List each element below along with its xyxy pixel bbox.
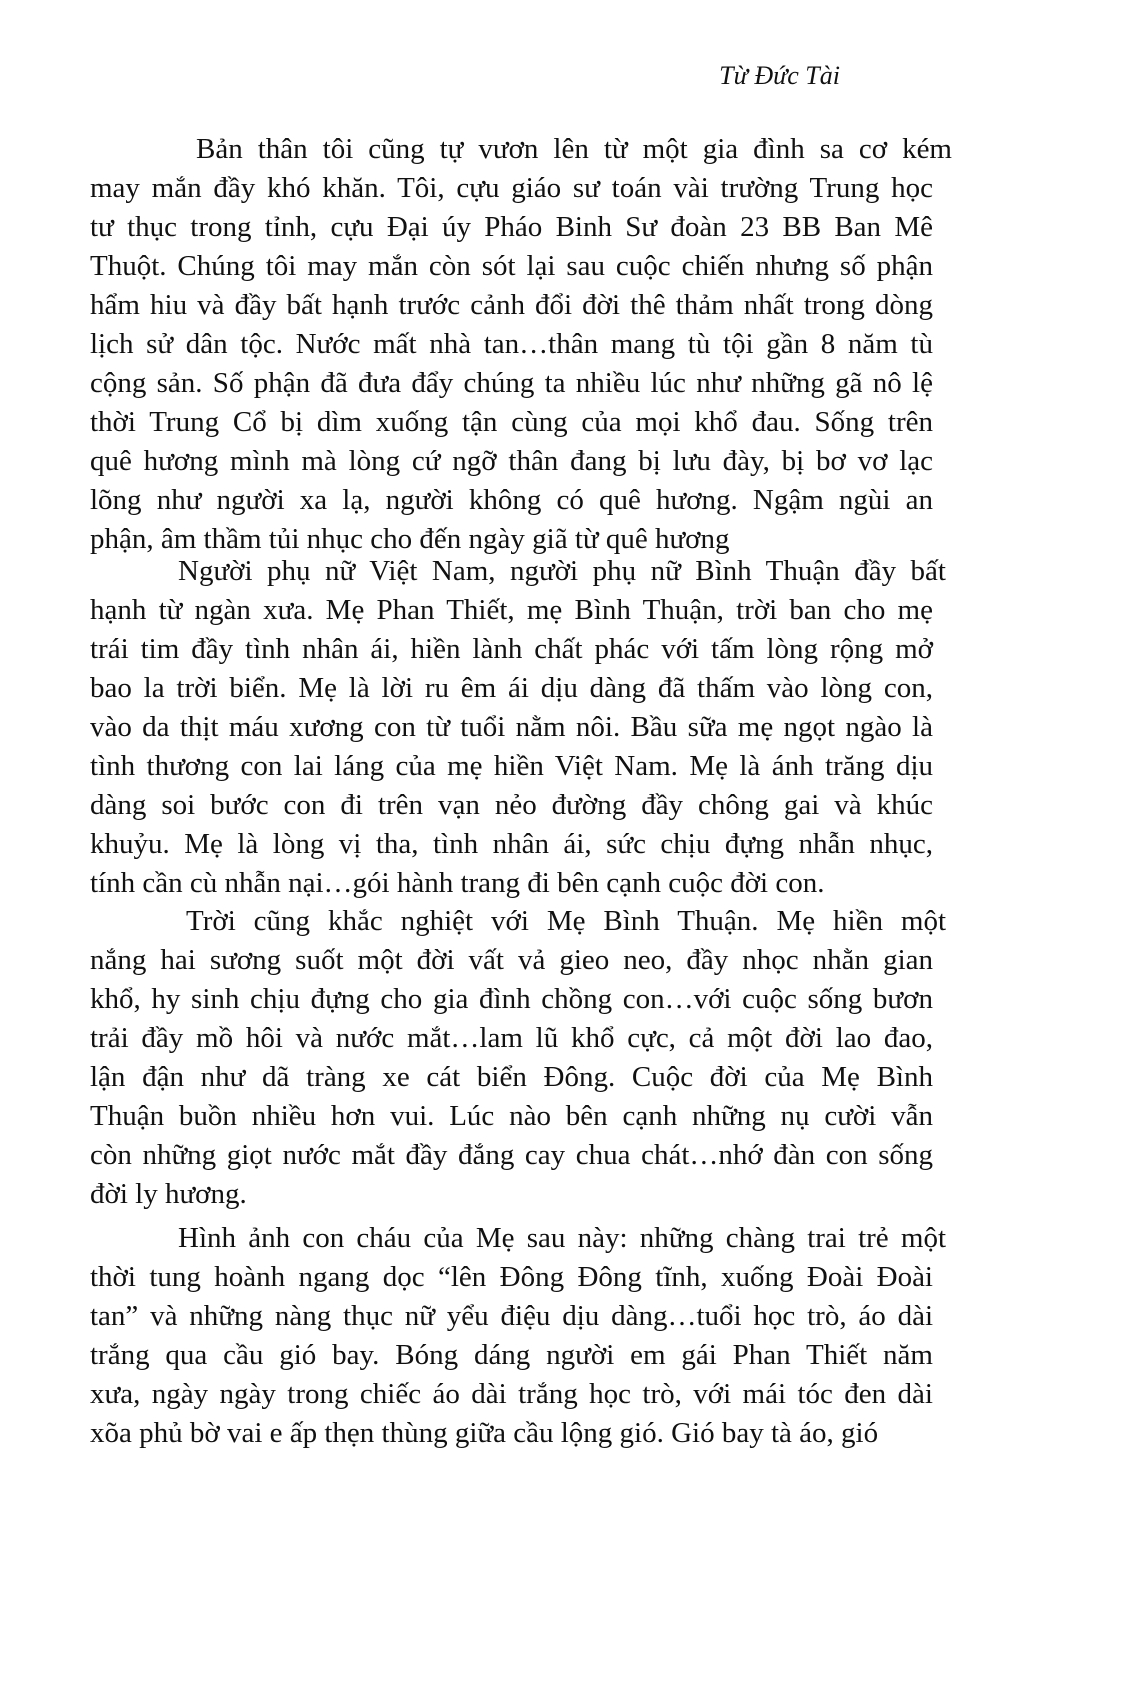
text-line: lịch sử dân tộc. Nước mất nhà tan…thân mang tù tội gần 8 năm tù xyxy=(90,328,933,360)
text-line: Trời cũng khắc nghiệt với Mẹ Bình Thuận. Mẹ hiền một xyxy=(186,905,946,937)
text-line: hạnh từ ngàn xưa. Mẹ Phan Thiết, mẹ Bình Thuận, trời ban cho mẹ xyxy=(90,594,933,626)
text-line: trắng qua cầu gió bay. Bóng dáng người em gái Phan Thiết năm xyxy=(90,1339,933,1371)
text-line: vào da thịt máu xương con từ tuổi nằm nôi. Bầu sữa mẹ ngọt ngào là xyxy=(90,711,933,743)
text-line: khổ, hy sinh chịu đựng cho gia đình chồng con…với cuộc sống bươn xyxy=(90,983,933,1015)
text-line: tan” và những nàng thục nữ yểu điệu dịu dàng…tuổi học trò, áo dài xyxy=(90,1300,933,1332)
text-line: may mắn đầy khó khăn. Tôi, cựu giáo sư toán vài trường Trung học xyxy=(90,172,933,204)
text-line: nắng hai sương suốt một đời vất vả gieo neo, đầy nhọc nhằn gian xyxy=(90,944,933,976)
text-line: dàng soi bước con đi trên vạn nẻo đường đầy chông gai và khúc xyxy=(90,789,933,821)
text-line: lận đận như dã tràng xe cát biển Đông. Cuộc đời của Mẹ Bình xyxy=(90,1061,933,1093)
text-line: còn những giọt nước mắt đầy đắng cay chua chát…nhớ đàn con sống xyxy=(90,1139,933,1171)
text-line: Thuột. Chúng tôi may mắn còn sót lại sau cuộc chiến nhưng số phận xyxy=(90,250,933,282)
text-line: trái tim đầy tình nhân ái, hiền lành chất phác với tấm lòng rộng mở xyxy=(90,633,933,665)
text-line: tính cần cù nhẫn nại…gói hành trang đi bên cạnh cuộc đời con. xyxy=(90,867,825,899)
paragraph-2 xyxy=(90,552,1020,903)
text-line: Hình ảnh con cháu của Mẹ sau này: những chàng trai trẻ một xyxy=(178,1222,946,1254)
text-line: thời tung hoành ngang dọc “lên Đông Đông tĩnh, xuống Đoài Đoài xyxy=(90,1261,933,1293)
text-line: cộng sản. Số phận đã đưa đẩy chúng ta nhiều lúc như những gã nô lệ xyxy=(90,367,933,399)
text-line: hẩm hiu và đầy bất hạnh trước cảnh đổi đời thê thảm nhất trong dòng xyxy=(90,289,933,321)
paragraph-3 xyxy=(90,902,1020,1214)
text-line: trải đầy mồ hôi và nước mắt…lam lũ khổ cực, cả một đời lao đao, xyxy=(90,1022,933,1054)
text-line: quê hương mình mà lòng cứ ngỡ thân đang bị lưu đày, bị bơ vơ lạc xyxy=(90,445,933,477)
paragraph-4 xyxy=(90,1219,1020,1453)
text-line: tư thục trong tỉnh, cựu Đại úy Pháo Binh Sư đoàn 23 BB Ban Mê xyxy=(90,211,933,243)
text-line: thời Trung Cổ bị dìm xuống tận cùng của mọi khổ đau. Sống trên xyxy=(90,406,933,438)
text-line: Bản thân tôi cũng tự vươn lên từ một gia đình sa cơ kém xyxy=(196,133,952,165)
text-line: xưa, ngày ngày trong chiếc áo dài trắng học trò, với mái tóc đen dài xyxy=(90,1378,933,1410)
paragraph-1 xyxy=(90,130,1020,559)
text-line: xõa phủ bờ vai e ấp thẹn thùng giữa cầu lộng gió. Gió bay tà áo, gió xyxy=(90,1417,879,1449)
text-line: lõng như người xa lạ, người không có quê hương. Ngậm ngùi an xyxy=(90,484,933,516)
text-line: tình thương con lai láng của mẹ hiền Việt Nam. Mẹ là ánh trăng dịu xyxy=(90,750,933,782)
running-header: Từ Đức Tài xyxy=(719,61,840,90)
text-line: Người phụ nữ Việt Nam, người phụ nữ Bình Thuận đầy bất xyxy=(178,555,946,587)
text-line: đời ly hương. xyxy=(90,1178,247,1210)
text-line: bao la trời biển. Mẹ là lời ru êm ái dịu dàng đã thấm vào lòng con, xyxy=(90,672,933,704)
text-line: khuỷu. Mẹ là lòng vị tha, tình nhân ái, sức chịu đựng nhẫn nhục, xyxy=(90,828,933,860)
text-line: Thuận buồn nhiều hơn vui. Lúc nào bên cạnh những nụ cười vẫn xyxy=(90,1100,933,1132)
text-line: phận, âm thầm tủi nhục cho đến ngày giã từ quê hương xyxy=(90,523,730,555)
